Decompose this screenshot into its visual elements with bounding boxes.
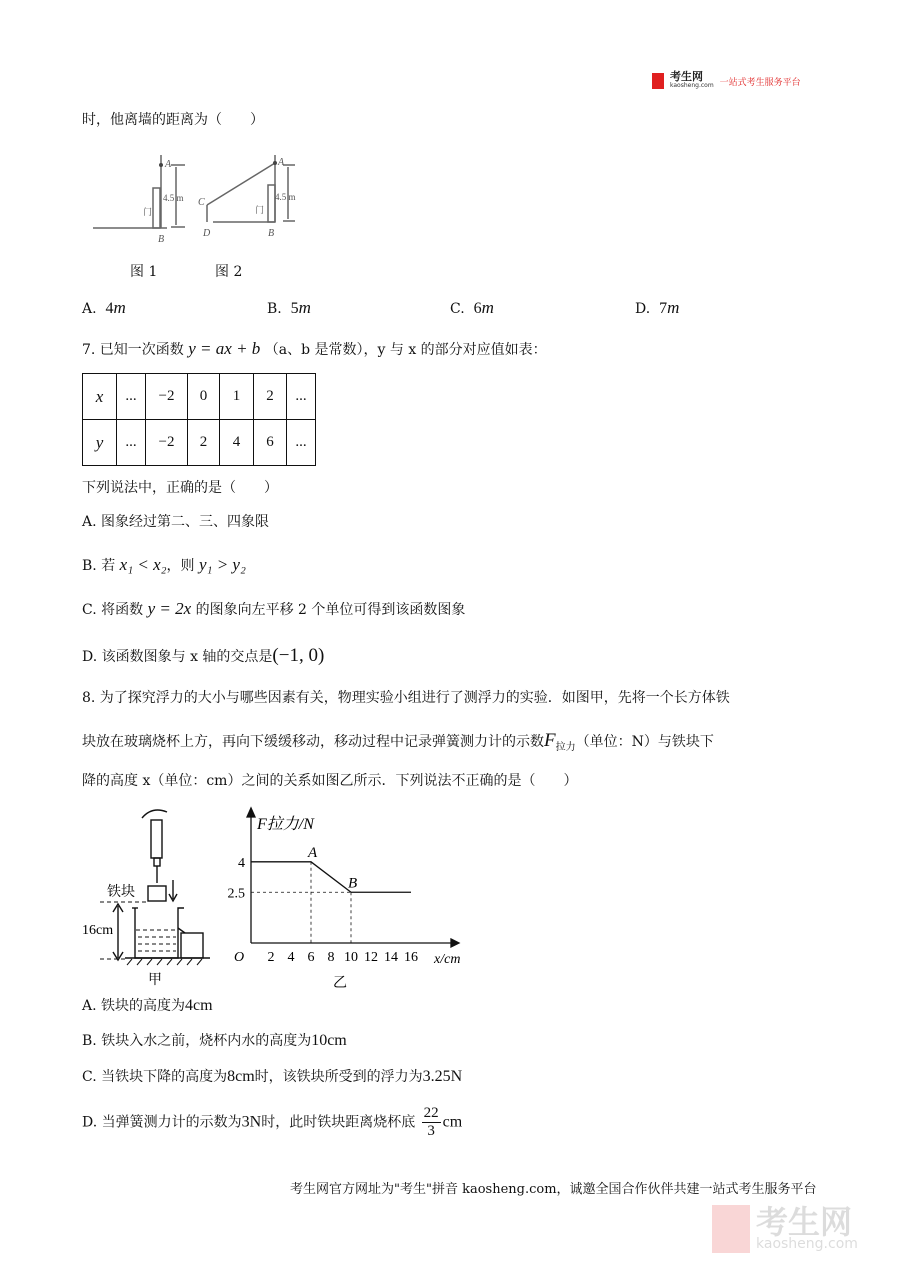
x-tick-label: 4: [287, 950, 295, 965]
q6-option-a[interactable]: A. 4m: [82, 298, 126, 317]
fig2-height: 4.5 m: [275, 192, 296, 202]
q6-option-b[interactable]: B. 5m: [267, 298, 311, 317]
fig2-caption: 图 2: [215, 264, 243, 280]
x-axis-arrow-icon: [451, 939, 459, 947]
point-label-a: A: [308, 844, 318, 861]
y-axis-label: F拉力/N: [257, 816, 314, 833]
q8-chart-yi: [225, 805, 475, 990]
brand-url: kaosheng.com: [670, 82, 714, 89]
fig-yi-caption: 乙: [333, 976, 347, 990]
q8-option-a[interactable]: A. 铁块的高度为4cm: [82, 997, 213, 1014]
fig-jia-caption: 甲: [148, 973, 162, 988]
footer-text: 考生网官方网址为"考生"拼音 kaosheng.com，诚邀全国合作伙伴共建一站式考生服务平台: [290, 1182, 817, 1197]
q7-stem: 7. 已知一次函数 y = ax + b （a、b 是常数），y 与 x 的部分对应值如表：: [82, 339, 547, 358]
q6-figures: [85, 145, 325, 245]
fig1-caption: 图 1: [130, 264, 158, 280]
x-tick-label: 6: [307, 950, 315, 965]
watermark-logo-icon: [712, 1205, 750, 1253]
label-iron-block: 铁块: [107, 885, 135, 900]
series-line: [251, 862, 411, 892]
x-tick-label: 12: [364, 950, 378, 965]
q7-option-a[interactable]: A. 图象经过第二、三、四象限: [82, 514, 270, 530]
q7-prompt: 下列说法中，正确的是（ ）: [82, 480, 278, 496]
q8-option-b[interactable]: B. 铁块入水之前，烧杯内水的高度为10cm: [82, 1032, 347, 1049]
fig1-door: 门: [143, 207, 153, 217]
x-tick-label: 2: [267, 950, 275, 965]
watermark: 考生网 kaosheng.com: [712, 1205, 858, 1253]
fig2-door: 门: [255, 205, 265, 215]
y-tick-label: 4: [238, 855, 245, 871]
x-tick-label: 14: [384, 950, 398, 965]
y-axis-arrow-icon: [247, 808, 255, 817]
q6-option-d[interactable]: D. 7m: [635, 298, 680, 317]
fraction-22-3: $\frac{22}{3}$: [423, 1105, 439, 1139]
q7-option-c[interactable]: C. 将函数 y = 2x 的图象向左平移 2 个单位可得到该函数图象: [82, 599, 466, 618]
q6-tail: 时，他离墙的距离为（ ）: [82, 112, 264, 128]
q8-stem-line1: 8. 为了探究浮力的大小与哪些因素有关，物理实验小组进行了测浮力的实验．如图甲，先将一个长方体铁: [82, 690, 730, 706]
brand-name: 考生网: [670, 70, 703, 83]
q6-option-c[interactable]: C. 6m: [450, 298, 494, 317]
q7-value-table: [82, 373, 316, 466]
logo-icon: [652, 73, 664, 89]
q7-option-d[interactable]: D. 该函数图象与 x 轴的交点是(−1, 0): [82, 645, 325, 666]
q8-option-d[interactable]: D. 当弹簧测力计的示数为3N时，此时铁块距离烧杯底 $\frac{22}{3}$ cm: [82, 1105, 463, 1139]
x-tick-label: 8: [327, 950, 335, 965]
q7-option-b[interactable]: B. 若 x₁ < x₂，则 y₁ > y₂: [82, 555, 246, 574]
fig2-label-d: D: [203, 228, 211, 239]
fig1-label-b: B: [158, 234, 165, 245]
header-logo: [652, 72, 801, 90]
table-row: y ... −2 2 4 6 ...: [83, 420, 316, 466]
x-tick-label: 10: [344, 950, 358, 965]
x-axis-label: x/cm: [434, 952, 461, 967]
y-tick-label: 2.5: [227, 886, 245, 902]
q8-stem-line2: 块放在玻璃烧杯上方，再向下缓缓移动，移动过程中记录弹簧测力计的示数$F_{拉力}$（单位：N）与铁块下: [82, 730, 714, 753]
label-16cm: 16cm: [82, 923, 114, 938]
table-row: x ... −2 0 1 2 ...: [83, 374, 316, 420]
x-tick-label: 16: [404, 950, 418, 965]
origin-label: O: [234, 950, 245, 965]
fig1-height: 4.5 m: [163, 193, 184, 203]
fig1-label-a: A: [165, 159, 172, 170]
q8-figure-jia: [80, 798, 220, 990]
slogan: 一站式考生服务平台: [719, 77, 801, 88]
q8-option-c[interactable]: C. 当铁块下降的高度为8cm时，该铁块所受到的浮力为3.25N: [82, 1068, 463, 1085]
fig2-label-b: B: [268, 228, 275, 239]
fig2-label-a: A: [278, 157, 285, 168]
q8-stem-line3: 降的高度 x（单位：cm）之间的关系如图乙所示．下列说法不正确的是（ ）: [82, 773, 578, 789]
point-label-b: B: [348, 875, 358, 892]
fig2-label-c: C: [198, 197, 205, 208]
